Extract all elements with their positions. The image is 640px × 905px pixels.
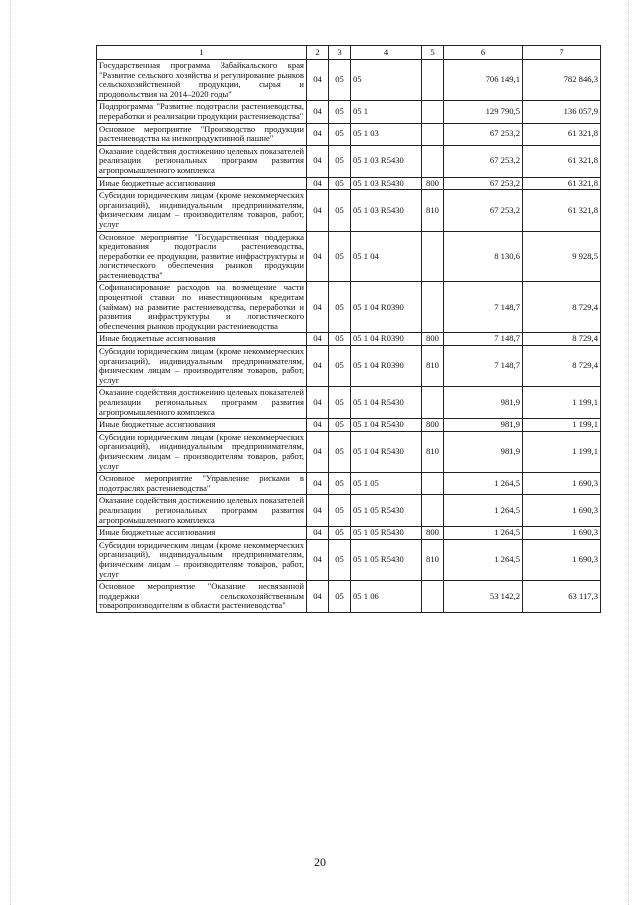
row-col3-cell: 05 bbox=[329, 123, 351, 145]
row-col3-cell: 05 bbox=[329, 473, 351, 495]
scan-edge-right bbox=[628, 0, 630, 905]
row-col5-cell bbox=[422, 495, 444, 527]
table-row bbox=[97, 145, 601, 177]
column-header-5: 5 bbox=[422, 46, 444, 60]
row-amount-2020-cell: 61 321,8 bbox=[523, 190, 601, 231]
column-header-7: 7 bbox=[523, 46, 601, 60]
row-name-cell: Иные бюджетные ассигнования bbox=[97, 527, 307, 540]
column-header-2: 2 bbox=[307, 46, 329, 60]
row-col5-cell: 800 bbox=[422, 419, 444, 432]
table-row bbox=[97, 177, 601, 190]
column-header-1: 1 bbox=[97, 46, 307, 60]
table-header-row bbox=[97, 46, 601, 60]
row-amount-2019-cell: 1 264,5 bbox=[444, 539, 523, 580]
row-code-cell: 05 1 03 bbox=[351, 123, 422, 145]
row-col2-cell: 04 bbox=[307, 431, 329, 472]
table-row bbox=[97, 282, 601, 333]
row-col5-cell: 810 bbox=[422, 539, 444, 580]
row-col3-cell: 05 bbox=[329, 231, 351, 282]
row-col3-cell: 05 bbox=[329, 190, 351, 231]
row-amount-2020-cell: 1 199,1 bbox=[523, 431, 601, 472]
row-name-cell: Иные бюджетные ассигнования bbox=[97, 177, 307, 190]
row-col5-cell bbox=[422, 60, 444, 101]
row-code-cell: 05 1 04 R5430 bbox=[351, 387, 422, 419]
row-col3-cell: 05 bbox=[329, 387, 351, 419]
row-col3-cell: 05 bbox=[329, 282, 351, 333]
row-name-cell: Субсидии юридическим лицам (кроме некоммерческих организаций), индивидуальным предпринимателям, физическим лицам – производителям товаров, работ, услуг bbox=[97, 346, 307, 387]
budget-table bbox=[96, 45, 601, 613]
row-code-cell: 05 1 03 R5430 bbox=[351, 190, 422, 231]
table-row bbox=[97, 60, 601, 101]
row-amount-2020-cell: 8 729,4 bbox=[523, 346, 601, 387]
row-amount-2020-cell: 9 928,5 bbox=[523, 231, 601, 282]
scan-edge-left bbox=[10, 0, 12, 905]
row-amount-2020-cell: 61 321,8 bbox=[523, 177, 601, 190]
row-col5-cell: 800 bbox=[422, 527, 444, 540]
row-code-cell: 05 1 05 bbox=[351, 473, 422, 495]
column-header-4: 4 bbox=[351, 46, 422, 60]
table-row bbox=[97, 473, 601, 495]
row-code-cell: 05 1 04 R0390 bbox=[351, 333, 422, 346]
row-col3-cell: 05 bbox=[329, 419, 351, 432]
row-amount-2019-cell: 981,9 bbox=[444, 387, 523, 419]
row-name-cell: Подпрограмма "Развитие подотрасли растениеводства, переработки и реализации продукции растениеводства" bbox=[97, 101, 307, 123]
row-col5-cell bbox=[422, 473, 444, 495]
row-col5-cell bbox=[422, 101, 444, 123]
row-col5-cell: 810 bbox=[422, 346, 444, 387]
row-col5-cell: 810 bbox=[422, 431, 444, 472]
row-amount-2020-cell: 782 846,3 bbox=[523, 60, 601, 101]
table-row bbox=[97, 527, 601, 540]
row-name-cell: Иные бюджетные ассигнования bbox=[97, 333, 307, 346]
row-code-cell: 05 1 06 bbox=[351, 581, 422, 613]
row-col2-cell: 04 bbox=[307, 539, 329, 580]
row-col2-cell: 04 bbox=[307, 101, 329, 123]
row-amount-2019-cell: 129 790,5 bbox=[444, 101, 523, 123]
row-col2-cell: 04 bbox=[307, 282, 329, 333]
row-amount-2019-cell: 7 148,7 bbox=[444, 282, 523, 333]
row-amount-2020-cell: 1 690,3 bbox=[523, 473, 601, 495]
row-amount-2019-cell: 981,9 bbox=[444, 419, 523, 432]
row-name-cell: Субсидии юридическим лицам (кроме некоммерческих организаций), индивидуальным предпринимателям, физическим лицам – производителям товаров, работ, услуг bbox=[97, 539, 307, 580]
page-number: 20 bbox=[314, 855, 326, 869]
row-name-cell: Основное мероприятие "Государственная поддержка кредитования подотрасли растениеводства, переработки ее продукции, развитие инфраструктуры и логистического обеспечения рынков продукции растениеводства" bbox=[97, 231, 307, 282]
table-body bbox=[97, 60, 601, 613]
table-row bbox=[97, 431, 601, 472]
row-amount-2019-cell: 1 264,5 bbox=[444, 527, 523, 540]
row-col5-cell: 800 bbox=[422, 177, 444, 190]
row-col3-cell: 05 bbox=[329, 431, 351, 472]
column-header-6: 6 bbox=[444, 46, 523, 60]
table-row bbox=[97, 101, 601, 123]
row-code-cell: 05 1 03 R5430 bbox=[351, 145, 422, 177]
row-col2-cell: 04 bbox=[307, 177, 329, 190]
row-name-cell: Иные бюджетные ассигнования bbox=[97, 419, 307, 432]
row-col3-cell: 05 bbox=[329, 346, 351, 387]
table-row bbox=[97, 346, 601, 387]
row-amount-2019-cell: 7 148,7 bbox=[444, 333, 523, 346]
row-col2-cell: 04 bbox=[307, 419, 329, 432]
row-amount-2019-cell: 8 130,6 bbox=[444, 231, 523, 282]
row-col2-cell: 04 bbox=[307, 190, 329, 231]
row-col3-cell: 05 bbox=[329, 177, 351, 190]
row-amount-2020-cell: 61 321,8 bbox=[523, 145, 601, 177]
row-col3-cell: 05 bbox=[329, 539, 351, 580]
row-amount-2019-cell: 67 253,2 bbox=[444, 145, 523, 177]
row-name-cell: Оказание содействия достижению целевых показателей реализации региональных программ развития агропромышленного комплекса bbox=[97, 495, 307, 527]
row-name-cell: Субсидии юридическим лицам (кроме некоммерческих организаций), индивидуальным предпринимателям, физическим лицам – производителям товаров, работ, услуг bbox=[97, 431, 307, 472]
table-row bbox=[97, 419, 601, 432]
row-col5-cell bbox=[422, 145, 444, 177]
row-name-cell: Основное мероприятие "Оказание несвязанной поддержки сельскохозяйственным товаропроизводителям в области растениеводства" bbox=[97, 581, 307, 613]
row-amount-2020-cell: 61 321,8 bbox=[523, 123, 601, 145]
row-code-cell: 05 1 05 R5430 bbox=[351, 527, 422, 540]
row-name-cell: Государственная программа Забайкальского края "Развитие сельского хозяйства и регулирование рынков сельскохозяйственной продукции, сырья и продовольствия на 2014–2020 годы" bbox=[97, 60, 307, 101]
row-code-cell: 05 1 bbox=[351, 101, 422, 123]
row-col5-cell bbox=[422, 231, 444, 282]
row-col2-cell: 04 bbox=[307, 527, 329, 540]
row-amount-2020-cell: 1 690,3 bbox=[523, 495, 601, 527]
row-col2-cell: 04 bbox=[307, 123, 329, 145]
row-amount-2019-cell: 67 253,2 bbox=[444, 190, 523, 231]
row-amount-2020-cell: 136 057,9 bbox=[523, 101, 601, 123]
row-name-cell: Оказание содействия достижению целевых показателей реализации региональных программ развития агропромышленного комплекса bbox=[97, 145, 307, 177]
table-row bbox=[97, 231, 601, 282]
row-col2-cell: 04 bbox=[307, 387, 329, 419]
row-col2-cell: 04 bbox=[307, 145, 329, 177]
table-row bbox=[97, 190, 601, 231]
row-amount-2019-cell: 7 148,7 bbox=[444, 346, 523, 387]
row-col3-cell: 05 bbox=[329, 333, 351, 346]
table-row bbox=[97, 581, 601, 613]
column-header-3: 3 bbox=[329, 46, 351, 60]
row-amount-2019-cell: 1 264,5 bbox=[444, 473, 523, 495]
row-col2-cell: 04 bbox=[307, 60, 329, 101]
table-row bbox=[97, 387, 601, 419]
table-row bbox=[97, 539, 601, 580]
table-row bbox=[97, 495, 601, 527]
row-col3-cell: 05 bbox=[329, 495, 351, 527]
row-amount-2020-cell: 63 117,3 bbox=[523, 581, 601, 613]
row-amount-2020-cell: 1 199,1 bbox=[523, 387, 601, 419]
row-code-cell: 05 1 04 R5430 bbox=[351, 431, 422, 472]
row-amount-2019-cell: 706 149,1 bbox=[444, 60, 523, 101]
row-name-cell: Оказание содействия достижению целевых показателей реализации региональных программ развития агропромышленного комплекса bbox=[97, 387, 307, 419]
row-col5-cell bbox=[422, 123, 444, 145]
row-col2-cell: 04 bbox=[307, 231, 329, 282]
row-name-cell: Основное мероприятие "Управление рисками в подотраслях растениеводства" bbox=[97, 473, 307, 495]
row-code-cell: 05 1 04 R0390 bbox=[351, 282, 422, 333]
row-code-cell: 05 1 05 R5430 bbox=[351, 495, 422, 527]
row-amount-2020-cell: 1 199,1 bbox=[523, 419, 601, 432]
row-col2-cell: 04 bbox=[307, 346, 329, 387]
row-col3-cell: 05 bbox=[329, 527, 351, 540]
table-row bbox=[97, 333, 601, 346]
row-col5-cell bbox=[422, 581, 444, 613]
row-code-cell: 05 1 03 R5430 bbox=[351, 177, 422, 190]
table-row bbox=[97, 123, 601, 145]
row-code-cell: 05 1 05 R5430 bbox=[351, 539, 422, 580]
row-amount-2020-cell: 1 690,3 bbox=[523, 539, 601, 580]
row-amount-2020-cell: 1 690,3 bbox=[523, 527, 601, 540]
row-code-cell: 05 1 04 R5430 bbox=[351, 419, 422, 432]
row-col5-cell bbox=[422, 387, 444, 419]
row-amount-2019-cell: 981,9 bbox=[444, 431, 523, 472]
row-col2-cell: 04 bbox=[307, 581, 329, 613]
row-code-cell: 05 bbox=[351, 60, 422, 101]
row-col2-cell: 04 bbox=[307, 495, 329, 527]
row-col2-cell: 04 bbox=[307, 473, 329, 495]
row-col3-cell: 05 bbox=[329, 145, 351, 177]
row-col5-cell: 810 bbox=[422, 190, 444, 231]
row-amount-2019-cell: 67 253,2 bbox=[444, 123, 523, 145]
row-col3-cell: 05 bbox=[329, 581, 351, 613]
row-code-cell: 05 1 04 R0390 bbox=[351, 346, 422, 387]
row-name-cell: Софинансирование расходов на возмещение части процентной ставки по инвестиционным кредитам (займам) на развитие растениеводства, переработки и развития инфраструктуры и логистического обеспечения рынков продукции растениеводства bbox=[97, 282, 307, 333]
row-col3-cell: 05 bbox=[329, 60, 351, 101]
row-code-cell: 05 1 04 bbox=[351, 231, 422, 282]
row-amount-2020-cell: 8 729,4 bbox=[523, 333, 601, 346]
row-amount-2020-cell: 8 729,4 bbox=[523, 282, 601, 333]
row-col2-cell: 04 bbox=[307, 333, 329, 346]
row-col5-cell: 800 bbox=[422, 333, 444, 346]
row-name-cell: Субсидии юридическим лицам (кроме некоммерческих организаций), индивидуальным предпринимателям, физическим лицам – производителям товаров, работ, услуг bbox=[97, 190, 307, 231]
row-amount-2019-cell: 67 253,2 bbox=[444, 177, 523, 190]
row-col5-cell bbox=[422, 282, 444, 333]
row-amount-2019-cell: 1 264,5 bbox=[444, 495, 523, 527]
row-col3-cell: 05 bbox=[329, 101, 351, 123]
row-amount-2019-cell: 53 142,2 bbox=[444, 581, 523, 613]
row-name-cell: Основное мероприятие "Производство продукции растениеводства на низкопродуктивной пашне" bbox=[97, 123, 307, 145]
